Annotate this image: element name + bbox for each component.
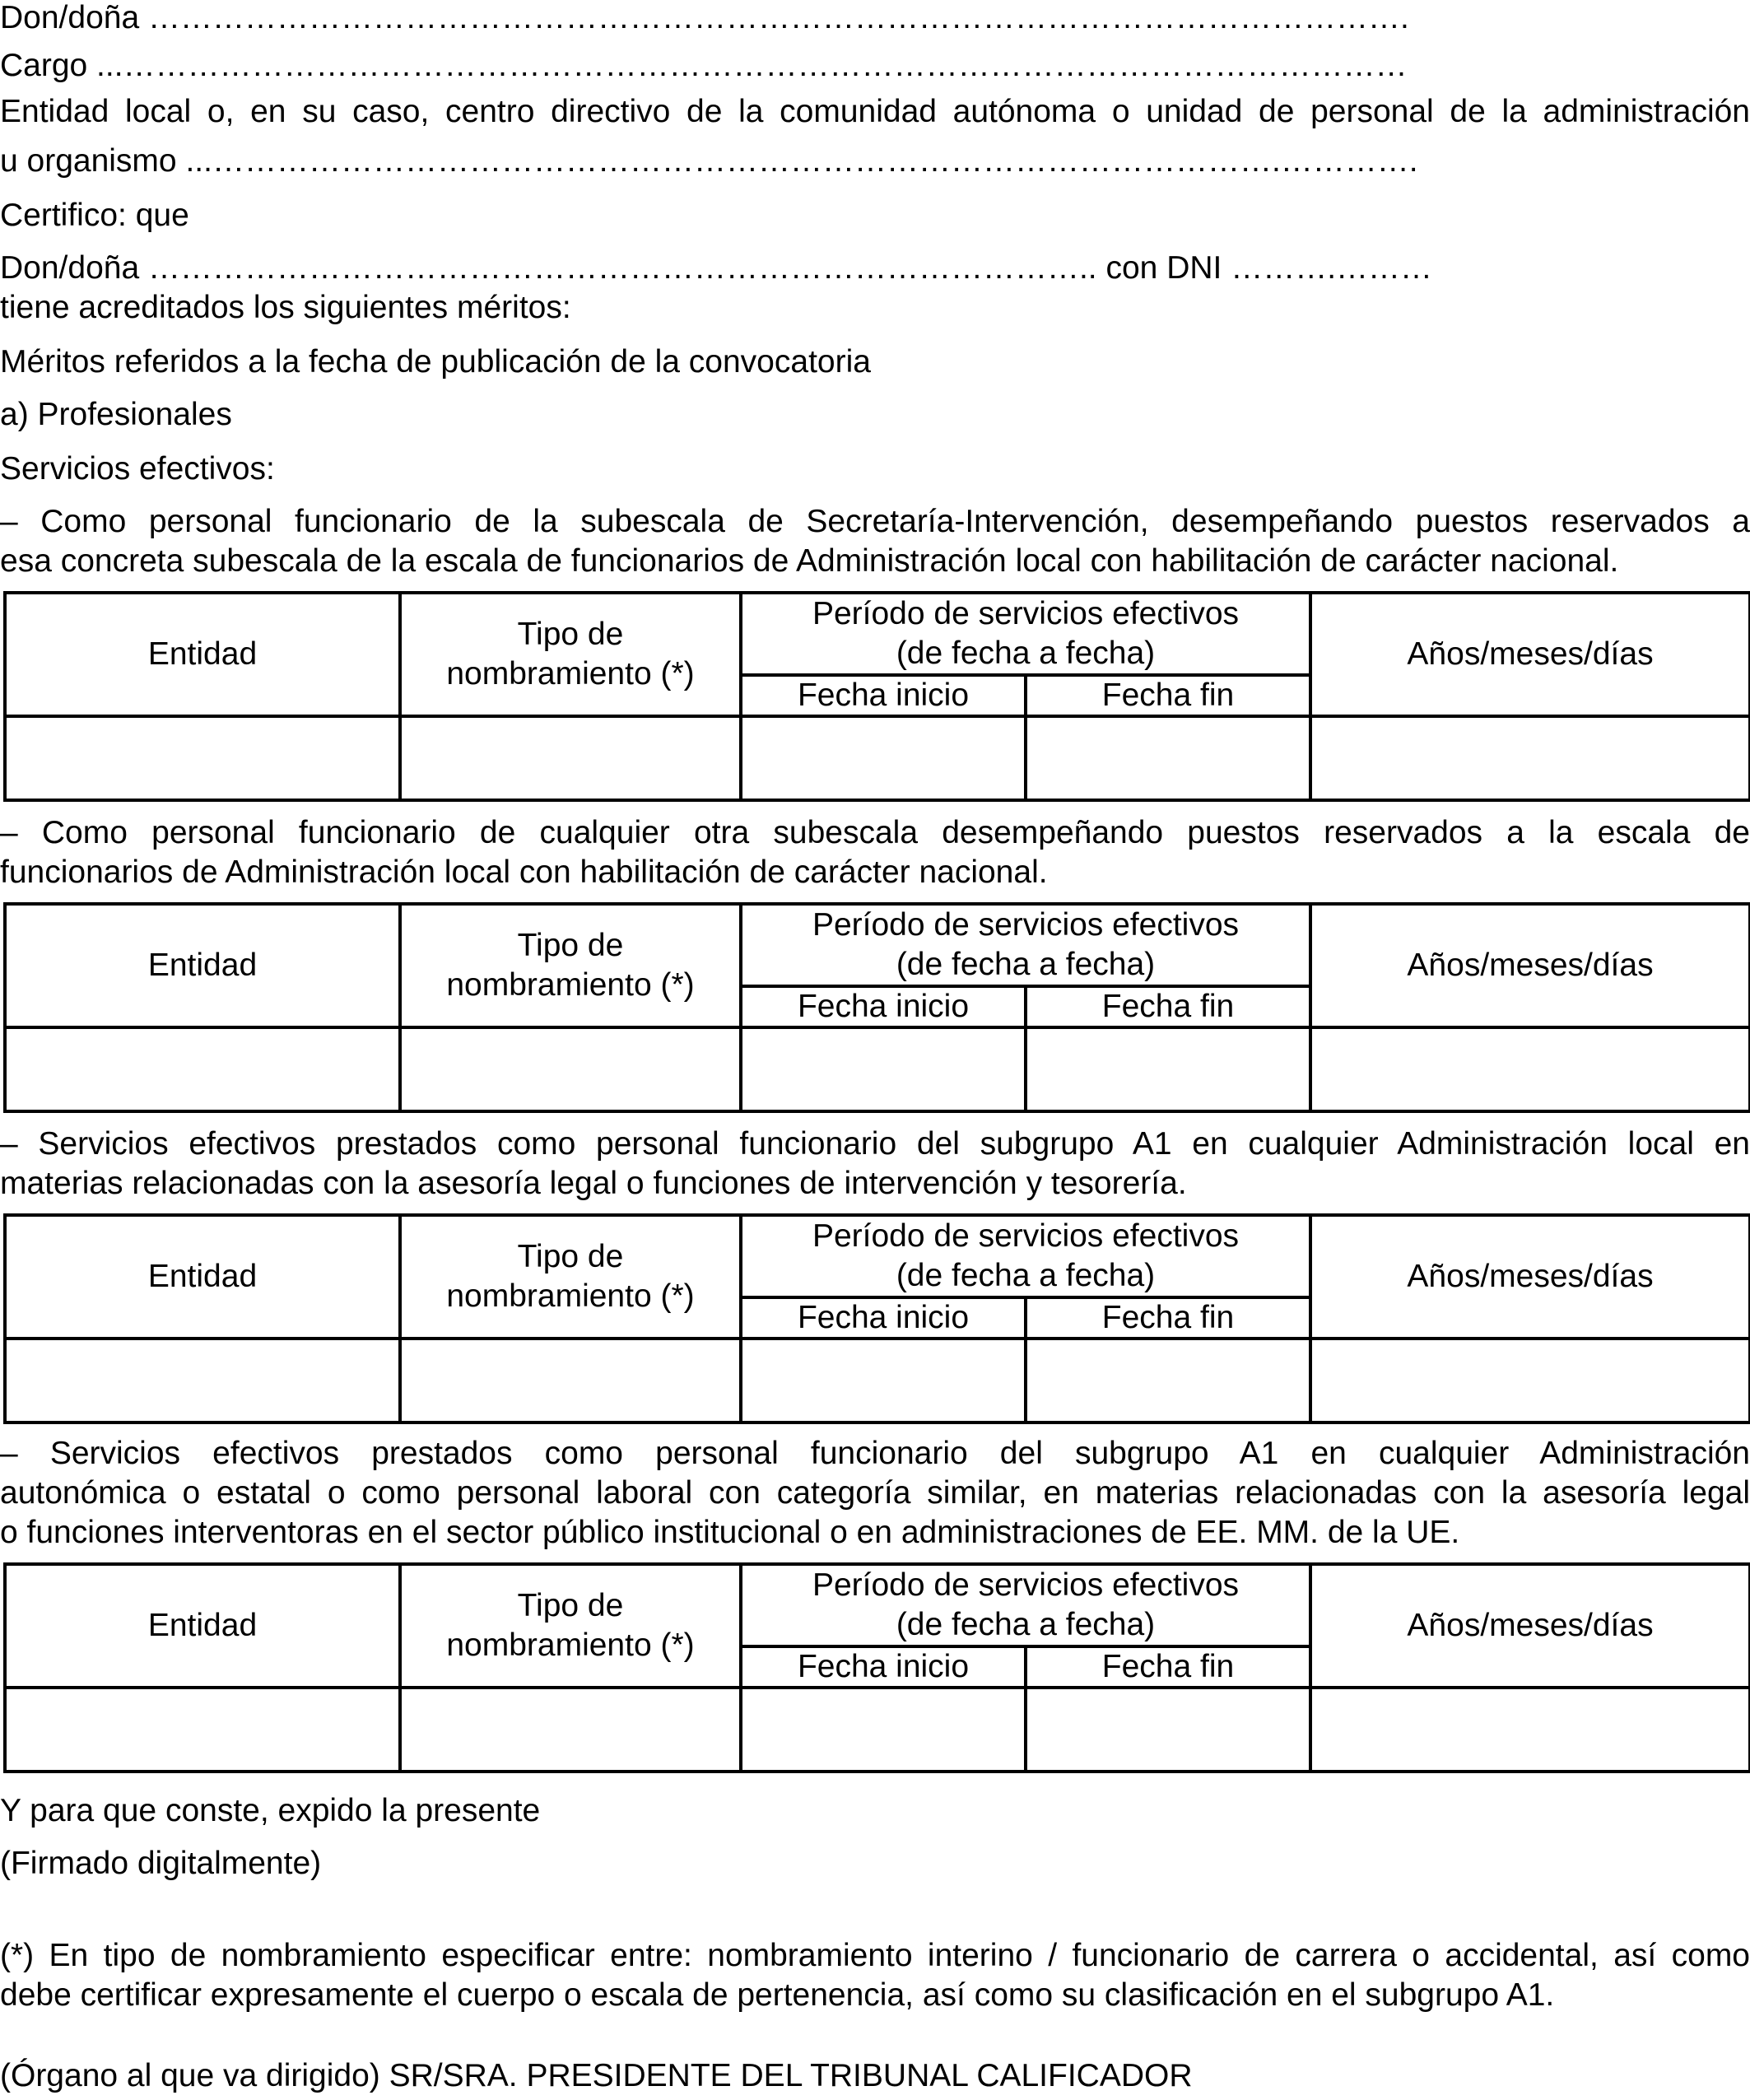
header-entidad: Entidad <box>5 1215 400 1339</box>
header-tipo-2: nombramiento (*) <box>446 656 695 691</box>
organo-line: (Órgano al que va dirigido) SR/SRA. PRESIDENTE DEL TRIBUNAL CALIFICADOR <box>0 2058 1193 2093</box>
header-periodo-1: Período de servicios efectivos <box>812 1218 1240 1254</box>
header-fecha-fin: Fecha fin <box>1026 1646 1310 1688</box>
header-tipo-1: Tipo de <box>517 617 624 652</box>
header-fecha-fin: Fecha fin <box>1026 1297 1310 1339</box>
meritos-acreditados-line: tiene acreditados los siguientes méritos: <box>0 290 571 325</box>
cargo-line: Cargo ...………………………………………………………………………………………………………… <box>0 48 1408 83</box>
servicios-efectivos-line: Servicios efectivos: <box>0 451 275 487</box>
cell-tipo[interactable] <box>400 716 741 800</box>
section-2-line-a <box>0 813 1750 853</box>
section-1-line-b: esa concreta subescala de la escala de funcionarios de Administración local con habilitación de carácter nacional. <box>0 543 1619 579</box>
header-tipo <box>400 1215 741 1339</box>
section-4-line-b <box>0 1474 1750 1513</box>
header-fecha-inicio: Fecha inicio <box>741 986 1026 1027</box>
section-4-text-b: autonómica o estatal o como personal laboral con categoría similar, en materias relacionadas con la asesoría legal <box>0 1475 1750 1511</box>
header-periodo-2: (de fecha a fecha) <box>896 1607 1156 1642</box>
section-2-text-a: – Como personal funcionario de cualquier otra subescala desempeñando puestos reservados a la escala de <box>0 815 1750 850</box>
header-tipo <box>400 593 741 716</box>
header-tipo-1: Tipo de <box>517 1588 624 1623</box>
section-4-line-a <box>0 1434 1750 1474</box>
cell-fecha-inicio[interactable] <box>741 1688 1026 1772</box>
meritos-fecha-line: Méritos referidos a la fecha de publicación de la convocatoria <box>0 344 871 379</box>
header-tipo-2: nombramiento (*) <box>446 967 695 1003</box>
cell-fecha-inicio[interactable] <box>741 716 1026 800</box>
don-dona-line-1: Don/doña ………………………………………………………………………………………………………. <box>0 0 1409 35</box>
cell-fecha-fin[interactable] <box>1026 1688 1310 1772</box>
header-entidad: Entidad <box>5 1564 400 1688</box>
section-3-line-b: materias relacionadas con la asesoría legal o funciones de intervención y tesorería. <box>0 1166 1187 1201</box>
cell-tipo[interactable] <box>400 1027 741 1111</box>
header-tipo <box>400 904 741 1027</box>
header-periodo-1: Período de servicios efectivos <box>812 1567 1240 1603</box>
header-tipo-1: Tipo de <box>517 1239 624 1274</box>
section-4-text-a: – Servicios efectivos prestados como personal funcionario del subgrupo A1 en cualquier Administración <box>0 1436 1750 1471</box>
section-1-text-a: – Como personal funcionario de la subescala de Secretaría-Intervención, desempeñando puestos reservados a <box>0 504 1750 539</box>
header-fecha-inicio: Fecha inicio <box>741 675 1026 716</box>
header-tipo-2: nombramiento (*) <box>446 1278 695 1314</box>
cell-entidad[interactable] <box>5 716 400 800</box>
profesionales-line: a) Profesionales <box>0 397 232 432</box>
entidad-line-text: Entidad local o, en su caso, centro directivo de la comunidad autónoma o unidad de personal de la administración <box>0 94 1750 129</box>
header-periodo-2: (de fecha a fecha) <box>896 636 1156 671</box>
cell-tipo[interactable] <box>400 1339 741 1423</box>
header-anos: Años/meses/días <box>1310 904 1750 1027</box>
services-table-4 <box>3 1562 1750 1773</box>
header-fecha-inicio: Fecha inicio <box>741 1646 1026 1688</box>
cell-fecha-inicio[interactable] <box>741 1339 1026 1423</box>
nota-text-1: (*) En tipo de nombramiento especificar entre: nombramiento interino / funcionario de carrera o accidental, así como <box>0 1938 1750 1973</box>
header-entidad: Entidad <box>5 593 400 716</box>
cell-fecha-inicio[interactable] <box>741 1027 1026 1111</box>
header-periodo-2: (de fecha a fecha) <box>896 1258 1156 1293</box>
nota-line-1 <box>0 1936 1750 1976</box>
header-tipo-1: Tipo de <box>517 928 624 963</box>
section-3-line-a <box>0 1125 1750 1164</box>
header-tipo <box>400 1564 741 1688</box>
cell-fecha-fin[interactable] <box>1026 1339 1310 1423</box>
section-4-line-c: o funciones interventoras en el sector público institucional o en administraciones de EE. MM. de la UE. <box>0 1515 1460 1550</box>
cell-anos[interactable] <box>1310 1688 1750 1772</box>
header-periodo <box>741 1564 1310 1646</box>
header-periodo <box>741 593 1310 675</box>
header-periodo <box>741 1215 1310 1297</box>
cell-anos[interactable] <box>1310 716 1750 800</box>
nota-line-2: debe certificar expresamente el cuerpo o escala de pertenencia, así como su clasificación en el subgrupo A1. <box>0 1977 1555 2013</box>
cell-anos[interactable] <box>1310 1027 1750 1111</box>
cell-entidad[interactable] <box>5 1339 400 1423</box>
header-anos: Años/meses/días <box>1310 1564 1750 1688</box>
header-periodo-1: Período de servicios efectivos <box>812 907 1240 943</box>
header-anos: Años/meses/días <box>1310 1215 1750 1339</box>
organismo-line: u organismo ...……………………………………………………………………………………….…………. <box>0 143 1418 179</box>
cell-fecha-fin[interactable] <box>1026 716 1310 800</box>
certifico-line: Certifico: que <box>0 198 189 233</box>
header-entidad: Entidad <box>5 904 400 1027</box>
conste-line: Y para que conste, expido la presente <box>0 1793 541 1828</box>
header-fecha-fin: Fecha fin <box>1026 675 1310 716</box>
cell-entidad[interactable] <box>5 1688 400 1772</box>
cell-fecha-fin[interactable] <box>1026 1027 1310 1111</box>
services-table-1 <box>3 591 1750 802</box>
section-2-line-b: funcionarios de Administración local con habilitación de carácter nacional. <box>0 854 1048 890</box>
header-periodo-2: (de fecha a fecha) <box>896 947 1156 982</box>
header-periodo <box>741 904 1310 986</box>
cell-tipo[interactable] <box>400 1688 741 1772</box>
cell-entidad[interactable] <box>5 1027 400 1111</box>
services-table-3 <box>3 1213 1750 1424</box>
section-1-line-a <box>0 502 1750 542</box>
entidad-line <box>0 92 1750 132</box>
cell-anos[interactable] <box>1310 1339 1750 1423</box>
section-3-text-a: – Servicios efectivos prestados como personal funcionario del subgrupo A1 en cualquier Administración local en <box>0 1126 1750 1162</box>
header-anos: Años/meses/días <box>1310 593 1750 716</box>
don-dona-line-2: Don/doña …………………………………………………………………………….. con DNI ……….……… <box>0 250 1433 286</box>
header-periodo-1: Período de servicios efectivos <box>812 596 1240 631</box>
header-fecha-fin: Fecha fin <box>1026 986 1310 1027</box>
firmado-line: (Firmado digitalmente) <box>0 1846 322 1881</box>
header-tipo-2: nombramiento (*) <box>446 1627 695 1663</box>
header-fecha-inicio: Fecha inicio <box>741 1297 1026 1339</box>
services-table-2 <box>3 902 1750 1113</box>
